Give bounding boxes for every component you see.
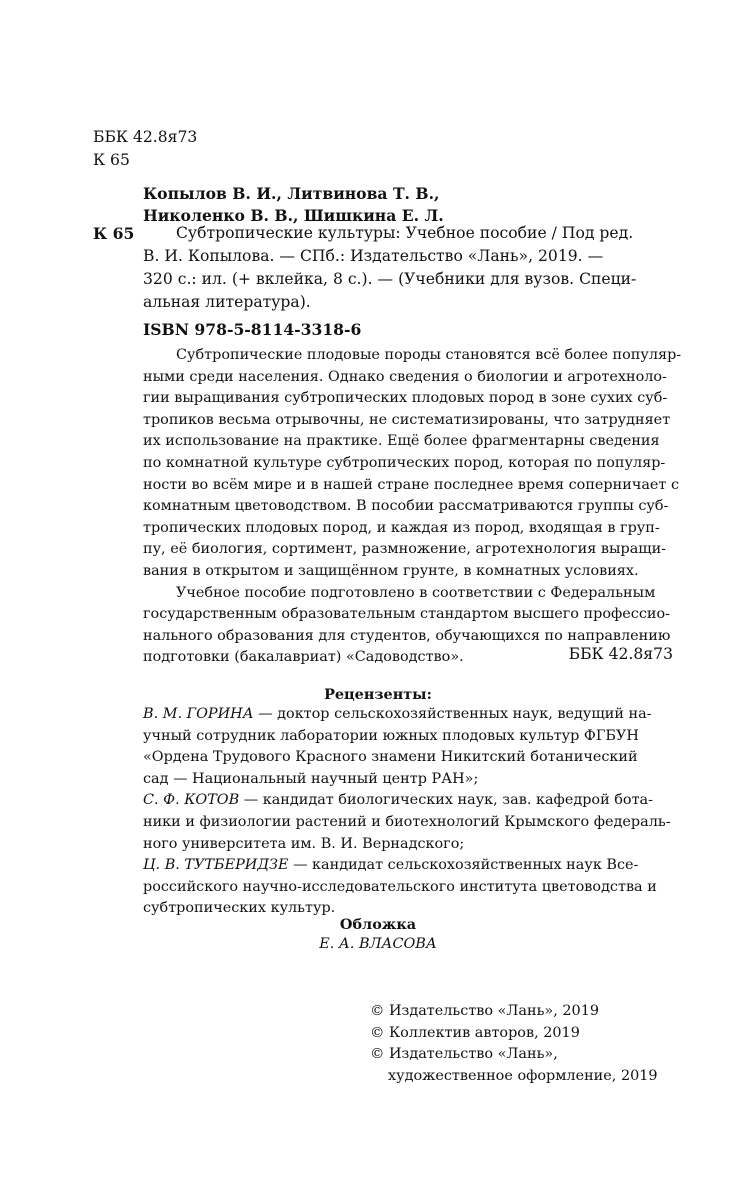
abstract-line: гии выращивания субтропических плодовых пород в зоне сухих суб- bbox=[143, 390, 668, 407]
abstract-line: Учебное пособие подготовлено в соответствии с Федеральным bbox=[176, 584, 656, 601]
reviewer-line: «Ордена Трудового Красного знамени Никитский ботанический bbox=[143, 749, 638, 766]
biblio-line: В. И. Копылова. — СПб.: Издательство «Лань», 2019. — bbox=[143, 247, 604, 265]
reviewer-line: субтропических культур. bbox=[143, 900, 336, 917]
reviewer-line: Ц. В. ТУТБЕРИДЗЕ — кандидат сельскохозяйственных наук Все- bbox=[143, 857, 639, 874]
reviewers-title: Рецензенты: bbox=[324, 686, 432, 703]
copyright-line: художественное оформление, 2019 bbox=[388, 1067, 658, 1084]
abstract-line: ными среди населения. Однако сведения о биологии и агротехноло- bbox=[143, 368, 667, 385]
copyright-line: © Коллектив авторов, 2019 bbox=[370, 1024, 580, 1041]
abstract-line: ности во всём мире и в нашей стране последнее время соперничает с bbox=[143, 476, 680, 493]
abstract-line: тропиков весьма отрывочны, не систематизированы, что затрудняет bbox=[143, 411, 671, 428]
reviewer-name: В. М. ГОРИНА bbox=[143, 706, 254, 722]
reviewer-name: Ц. В. ТУТБЕРИДЗЕ bbox=[143, 857, 289, 874]
abstract-line: их использование на практике. Ещё более фрагментарны сведения bbox=[143, 433, 660, 450]
abstract-line: Субтропические плодовые породы становятся всё более популяр- bbox=[176, 347, 682, 363]
cover-title: Обложка bbox=[339, 916, 417, 933]
reviewer-line: учный сотрудник лаборатории южных плодовых культур ФГБУН bbox=[143, 727, 639, 744]
isbn: ISBN 978-5-8114-3318-6 bbox=[143, 320, 362, 339]
abstract bbox=[143, 345, 682, 669]
reviewer-name: С. Ф. КОТОВ bbox=[143, 792, 240, 809]
authors-line-2: Николенко В. В., Шишкина Е. Л. bbox=[143, 206, 444, 225]
reviewers-list bbox=[143, 704, 673, 920]
abstract-line: государственным образовательным стандартом высшего профессио- bbox=[143, 606, 671, 623]
biblio-line: Субтропические культуры: Учебное пособие / Под ред. bbox=[176, 224, 634, 242]
authors-line-1: Копылов В. И., Литвинова Т. В., bbox=[143, 184, 440, 203]
abstract-line: комнатным цветоводством. В пособии рассматриваются группы суб- bbox=[143, 498, 669, 515]
copyright-line: © Издательство «Лань», bbox=[370, 1046, 558, 1063]
abstract-line: вания в открытом и защищённом грунте, в комнатных условиях. bbox=[143, 562, 639, 579]
bbk-code-top: ББК 42.8я73 bbox=[93, 128, 198, 146]
reviewer-line: ного университета им. В. И. Вернадского; bbox=[143, 835, 465, 852]
copyright-block bbox=[370, 1001, 658, 1087]
cover-designer: Е. А. ВЛАСОВА bbox=[319, 936, 437, 952]
reviewer-line: российского научно-исследовательского института цветоводства и bbox=[143, 878, 657, 895]
k-mark: К 65 bbox=[93, 224, 135, 243]
abstract-line: нального образования для студентов, обучающихся по направлению bbox=[143, 627, 671, 644]
reviewer-line: сад — Национальный научный центр РАН»; bbox=[143, 770, 479, 787]
abstract-line: по комнатной культуре субтропических пород, которая по популяр- bbox=[143, 454, 666, 471]
abstract-line: подготовки (бакалавриат) «Садоводство». bbox=[143, 649, 464, 666]
biblio-line: альная литература). bbox=[143, 293, 311, 311]
reviewer-line: В. М. ГОРИНА — доктор сельскохозяйственных наук, ведущий на- bbox=[143, 706, 652, 722]
reviewer-line: С. Ф. КОТОВ — кандидат биологических наук, зав. кафедрой бота- bbox=[143, 792, 653, 809]
biblio-line: 320 с.: ил. (+ вклейка, 8 с.). — (Учебники для вузов. Специ- bbox=[143, 270, 637, 288]
copyright-line: © Издательство «Лань», 2019 bbox=[370, 1003, 600, 1019]
reviewer-line: ники и физиологии растений и биотехнологий Крымского федераль- bbox=[143, 813, 671, 830]
bibliographic-description bbox=[143, 222, 673, 314]
bbk-code-right: ББК 42.8я73 bbox=[568, 645, 673, 663]
abstract-line: пу, её биология, сортимент, размножение, агротехнология выращи- bbox=[143, 541, 667, 558]
abstract-line: тропических плодовых пород, и каждая из пород, входящая в груп- bbox=[143, 519, 660, 536]
k-code-top: К 65 bbox=[93, 151, 130, 169]
